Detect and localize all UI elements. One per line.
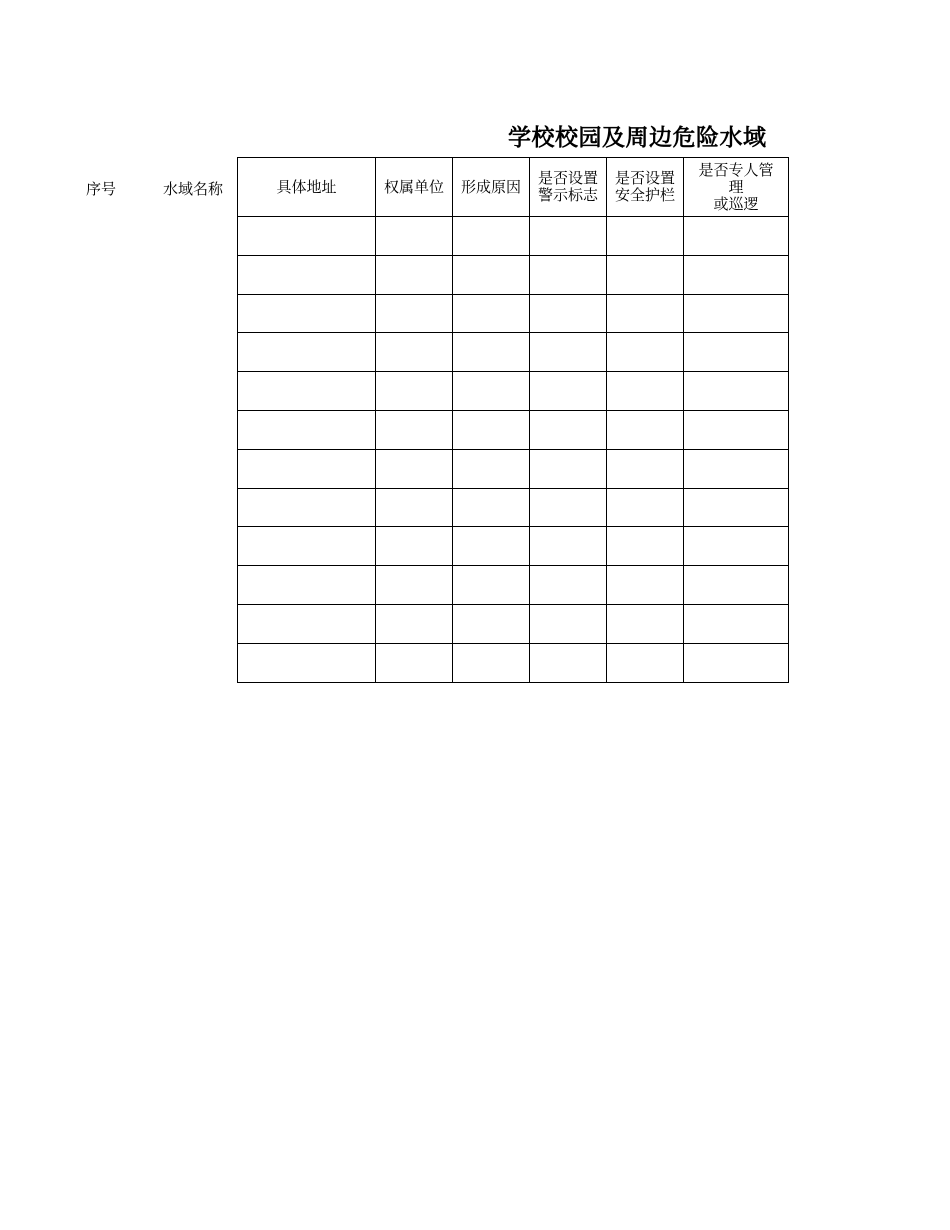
header-line: 警示标志: [537, 186, 598, 204]
table-cell[interactable]: [238, 449, 376, 488]
table-cell[interactable]: [530, 527, 607, 566]
header-guardrail: [607, 158, 684, 217]
header-owner-unit: [376, 158, 453, 217]
table-cell[interactable]: [238, 488, 376, 527]
table-cell[interactable]: [607, 372, 684, 411]
table-cell[interactable]: [607, 527, 684, 566]
table-cell[interactable]: [453, 410, 530, 449]
table-cell[interactable]: [376, 255, 453, 294]
table-cell[interactable]: [453, 255, 530, 294]
table-cell[interactable]: [684, 372, 789, 411]
header-line: 理: [728, 177, 744, 196]
table-cell[interactable]: [607, 333, 684, 372]
table-cell[interactable]: [607, 488, 684, 527]
table-cell[interactable]: [238, 217, 376, 256]
table-cell[interactable]: [684, 294, 789, 333]
table-cell[interactable]: [376, 217, 453, 256]
table-cell[interactable]: [530, 372, 607, 411]
table-cell[interactable]: [530, 449, 607, 488]
header-address: [238, 158, 376, 217]
header-line: 是否设置: [614, 169, 675, 187]
header-water-name: 水域名称: [163, 180, 224, 198]
table-cell[interactable]: [238, 410, 376, 449]
header-line: 安全护栏: [614, 186, 675, 204]
table-cell[interactable]: [684, 333, 789, 372]
table-cell[interactable]: [607, 255, 684, 294]
table-cell[interactable]: [684, 604, 789, 643]
table-row: [238, 372, 789, 411]
table-row: [238, 294, 789, 333]
table-cell[interactable]: [607, 566, 684, 605]
header-line: 或巡逻: [713, 194, 759, 213]
table-cell[interactable]: [376, 604, 453, 643]
table-row: [238, 333, 789, 372]
table-cell[interactable]: [376, 449, 453, 488]
table-cell[interactable]: [376, 527, 453, 566]
table-cell[interactable]: [376, 372, 453, 411]
table-row: [238, 410, 789, 449]
table-cell[interactable]: [453, 643, 530, 682]
water-area-table: [237, 157, 789, 683]
header-warning-sign: [530, 158, 607, 217]
table-cell[interactable]: [238, 333, 376, 372]
table-cell[interactable]: [453, 217, 530, 256]
table-cell[interactable]: [376, 333, 453, 372]
title-clip: [237, 113, 788, 157]
table-cell[interactable]: [530, 488, 607, 527]
table-cell[interactable]: [453, 527, 530, 566]
table-row: [238, 604, 789, 643]
table-cell[interactable]: [530, 604, 607, 643]
table-cell[interactable]: [607, 449, 684, 488]
table-cell[interactable]: [238, 255, 376, 294]
table-cell[interactable]: [684, 410, 789, 449]
table-cell[interactable]: [376, 566, 453, 605]
table-cell[interactable]: [607, 643, 684, 682]
table-header-row: [238, 158, 789, 217]
table-cell[interactable]: [530, 255, 607, 294]
document-title: 学校校园及周边危险水域: [508, 124, 767, 151]
table-row: [238, 527, 789, 566]
header-patrol: [684, 158, 789, 217]
table-cell[interactable]: [238, 604, 376, 643]
table-cell[interactable]: [607, 217, 684, 256]
table-cell[interactable]: [530, 217, 607, 256]
table-cell[interactable]: [684, 566, 789, 605]
table-cell[interactable]: [684, 488, 789, 527]
table-cell[interactable]: [684, 527, 789, 566]
header-line: 是否专人管: [698, 160, 774, 179]
table-cell[interactable]: [607, 410, 684, 449]
table-cell[interactable]: [684, 643, 789, 682]
table-cell[interactable]: [530, 566, 607, 605]
table-cell[interactable]: [453, 449, 530, 488]
table-cell[interactable]: [238, 566, 376, 605]
table-row: [238, 449, 789, 488]
header-line: 形成原因: [460, 177, 521, 196]
header-line: 是否设置: [537, 169, 598, 187]
table-row: [238, 488, 789, 527]
table-cell[interactable]: [376, 488, 453, 527]
table-cell[interactable]: [453, 566, 530, 605]
table-cell[interactable]: [238, 527, 376, 566]
table-cell[interactable]: [453, 333, 530, 372]
header-line: 权属单位: [383, 177, 444, 196]
table-cell[interactable]: [530, 294, 607, 333]
table-cell[interactable]: [453, 488, 530, 527]
table-cell[interactable]: [238, 643, 376, 682]
table-cell[interactable]: [238, 294, 376, 333]
table-cell[interactable]: [607, 294, 684, 333]
table-cell[interactable]: [684, 217, 789, 256]
table-cell[interactable]: [376, 410, 453, 449]
table-cell[interactable]: [238, 372, 376, 411]
table-cell[interactable]: [453, 604, 530, 643]
table-row: [238, 643, 789, 682]
table-row: [238, 255, 789, 294]
table-cell[interactable]: [376, 643, 453, 682]
table-cell[interactable]: [530, 410, 607, 449]
table-cell[interactable]: [530, 643, 607, 682]
table-row: [238, 217, 789, 256]
table-cell[interactable]: [530, 333, 607, 372]
header-seq: 序号: [86, 180, 117, 198]
table-cell[interactable]: [453, 294, 530, 333]
table-cell[interactable]: [376, 294, 453, 333]
header-line: 具体地址: [276, 177, 337, 196]
table-row: [238, 566, 789, 605]
table-cell[interactable]: [607, 604, 684, 643]
table-cell[interactable]: [453, 372, 530, 411]
table-cell[interactable]: [684, 449, 789, 488]
header-cause: [453, 158, 530, 217]
table-cell[interactable]: [684, 255, 789, 294]
